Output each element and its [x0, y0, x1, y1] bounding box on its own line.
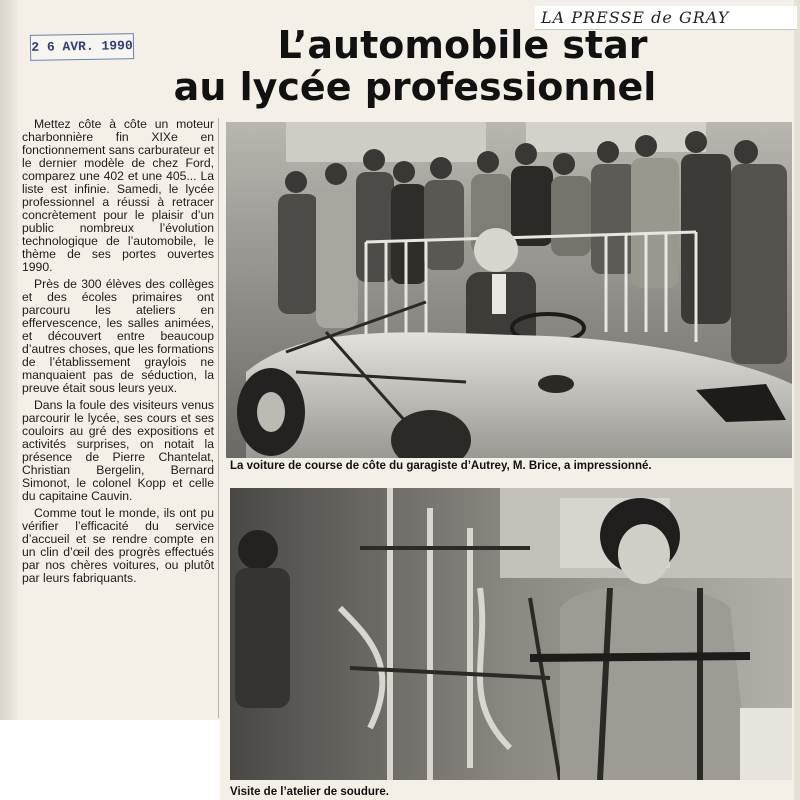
headline-line-1: L’automobile star: [277, 23, 648, 67]
page-edge-shadow: [0, 0, 18, 800]
article-body: [22, 118, 214, 589]
body-paragraph: Près de 300 élèves des collèges et des écoles primaires ont parcouru les ateliers en effervescence, les salles animées, et découvert entre beaucoup d’autres choses, que les formations de l’établissement graylois ne manquaient pas de séduction, la preuve était sous leurs yeux.: [22, 277, 214, 395]
body-paragraph: Dans la foule des visiteurs venus parcourir le lycée, ses cours et ses couloirs au gré des expositions et activités surprises, on notait la présence de Pierre Chantelat, Christian Bergelin, Bernard Simonot, le colonel Kopp et celle du capitaine Cauvin.: [22, 398, 214, 503]
page-right-edge: [794, 0, 800, 800]
column-divider: [218, 118, 219, 718]
caption-welding-workshop: Visite de l’atelier de soudure.: [230, 786, 389, 798]
welding-workshop-photo-illustration: [230, 488, 792, 780]
body-paragraph: Mettez côte à côte un moteur charbonnière fin XIXe en fonctionnement sans carburateur et le dernier modèle de chez Ford, comparez une 402 et une 405... La liste est infinie. Samedi, le lycée professionnel a réussi à retracer concrètement pour le plaisir d’un public nombreux l’évolution technologique de l’automobile, le thème de ses portes ouvertes 1990.: [22, 117, 214, 274]
race-car-photo-illustration: [226, 122, 792, 458]
photo-welding-workshop: [230, 488, 792, 780]
source-label: LA PRESSE de GRAY: [535, 6, 797, 30]
headline-line-2: au lycée professionnel: [173, 65, 657, 109]
body-paragraph: Comme tout le monde, ils ont pu vérifier l’efficacité du service d’accueil et se rendre compte en un clin d’œil des progrès effectués par nos chères voitures, ou plutôt par leurs fabriquants.: [22, 506, 214, 585]
date-stamp: 2 6 AVR. 1990: [30, 33, 134, 61]
caption-race-car: La voiture de course de côte du garagiste d’Autrey, M. Brice, a impressionné.: [230, 460, 652, 472]
blank-margin: [0, 720, 220, 800]
photo-race-car: [226, 122, 792, 458]
headline: [40, 24, 790, 108]
